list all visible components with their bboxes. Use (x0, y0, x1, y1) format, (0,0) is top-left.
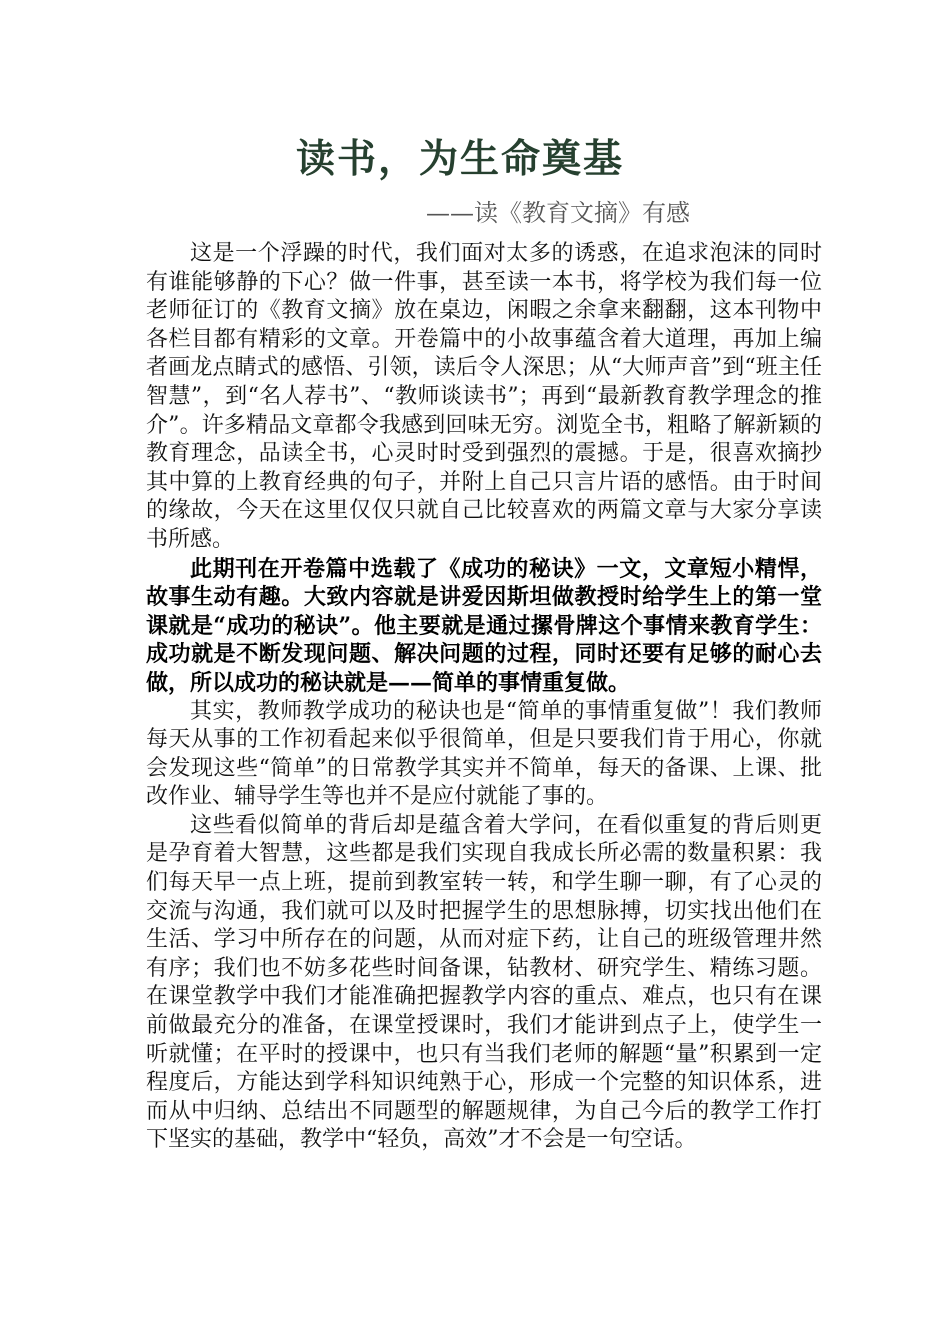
paragraph-accumulation: 这些看似简单的背后却是蕴含着大学问，在看似重复的背后则更是孕育着大智慧，这些都是我们实现自我成长所必需的数量积累：我们每天早一点上班，提前到教室转一转，和学生聊一聊，有了心灵的交流与沟通，我们就可以及时把握学生的思想脉搏，切实找出他们在生活、学习中所存在的问题，从而对症下药，让自己的班级管理井然有序；我们也不妨多花些时间备课，钻教材、研究学生、精练习题。在课堂教学中我们才能准确把握教学内容的重点、难点，也只有在课前做最充分的准备，在课堂授课时，我们才能讲到点子上，使学生一听就懂；在平时的授课中，也只有当我们老师的解题“量”积累到一定程度后，方能达到学科知识纯熟于心，形成一个完整的知识体系，进而从中归纳、总结出不同题型的解题规律，为自己今后的教学工作打下坚实的基础，教学中“轻负，高效”才不会是一句空话。 (146, 812, 822, 1153)
paragraph-teaching-secret: 其实，教师教学成功的秘诀也是“简单的事情重复做”！我们教师每天从事的工作初看起来似乎很简单，但是只要我们肯于用心，你就会发现这些“简单”的日常教学其实并不简单，每天的备课、上课、批改作业、辅导学生等也并不是应付就能了事的。 (146, 698, 822, 810)
article-title: 读书，为生命奠基 (295, 136, 624, 182)
paragraph-intro: 这是一个浮躁的时代，我们面对太多的诱惑，在追求泡沫的同时有谁能够静的下心？做一件事，甚至读一本书，将学校为我们每一位老师征订的《教育文摘》放在桌边，闲暇之余拿来翻翻，这本刊物中各栏目都有精彩的文章。开卷篇中的小故事蕴含着大道理，再加上编者画龙点睛式的感悟、引领，读后令人深思；从“大师声音”到“班主任智慧”，到“名人荐书”、“教师谈读书”；再到“最新教育教学理念的推介”。许多精品文章都令我感到回味无穷。浏览全书，粗略了解新颖的教育理念，品读全书，心灵时时受到强烈的震撼。于是，很喜欢摘抄其中算的上教育经典的句子，并附上自己只言片语的感悟。由于时间的缘故，今天在这里仅仅只就自己比较喜欢的两篇文章与大家分享读书所感。 (146, 241, 822, 552)
article-body (146, 240, 822, 1155)
article-subtitle: ——读《教育文摘》有感 (426, 199, 690, 227)
paragraph-success-secret: 此期刊在开卷篇中选载了《成功的秘诀》一文，文章短小精悍，故事生动有趣。大致内容就是讲爱因斯坦做教授时给学生上的第一堂课就是“成功的秘诀”。他主要就是通过摞骨牌这个事情来教育学生：成功就是不断发现问题、解决问题的过程，同时还要有足够的耐心去做，所以成功的秘诀就是——简单的事情重复做。 (146, 555, 822, 696)
